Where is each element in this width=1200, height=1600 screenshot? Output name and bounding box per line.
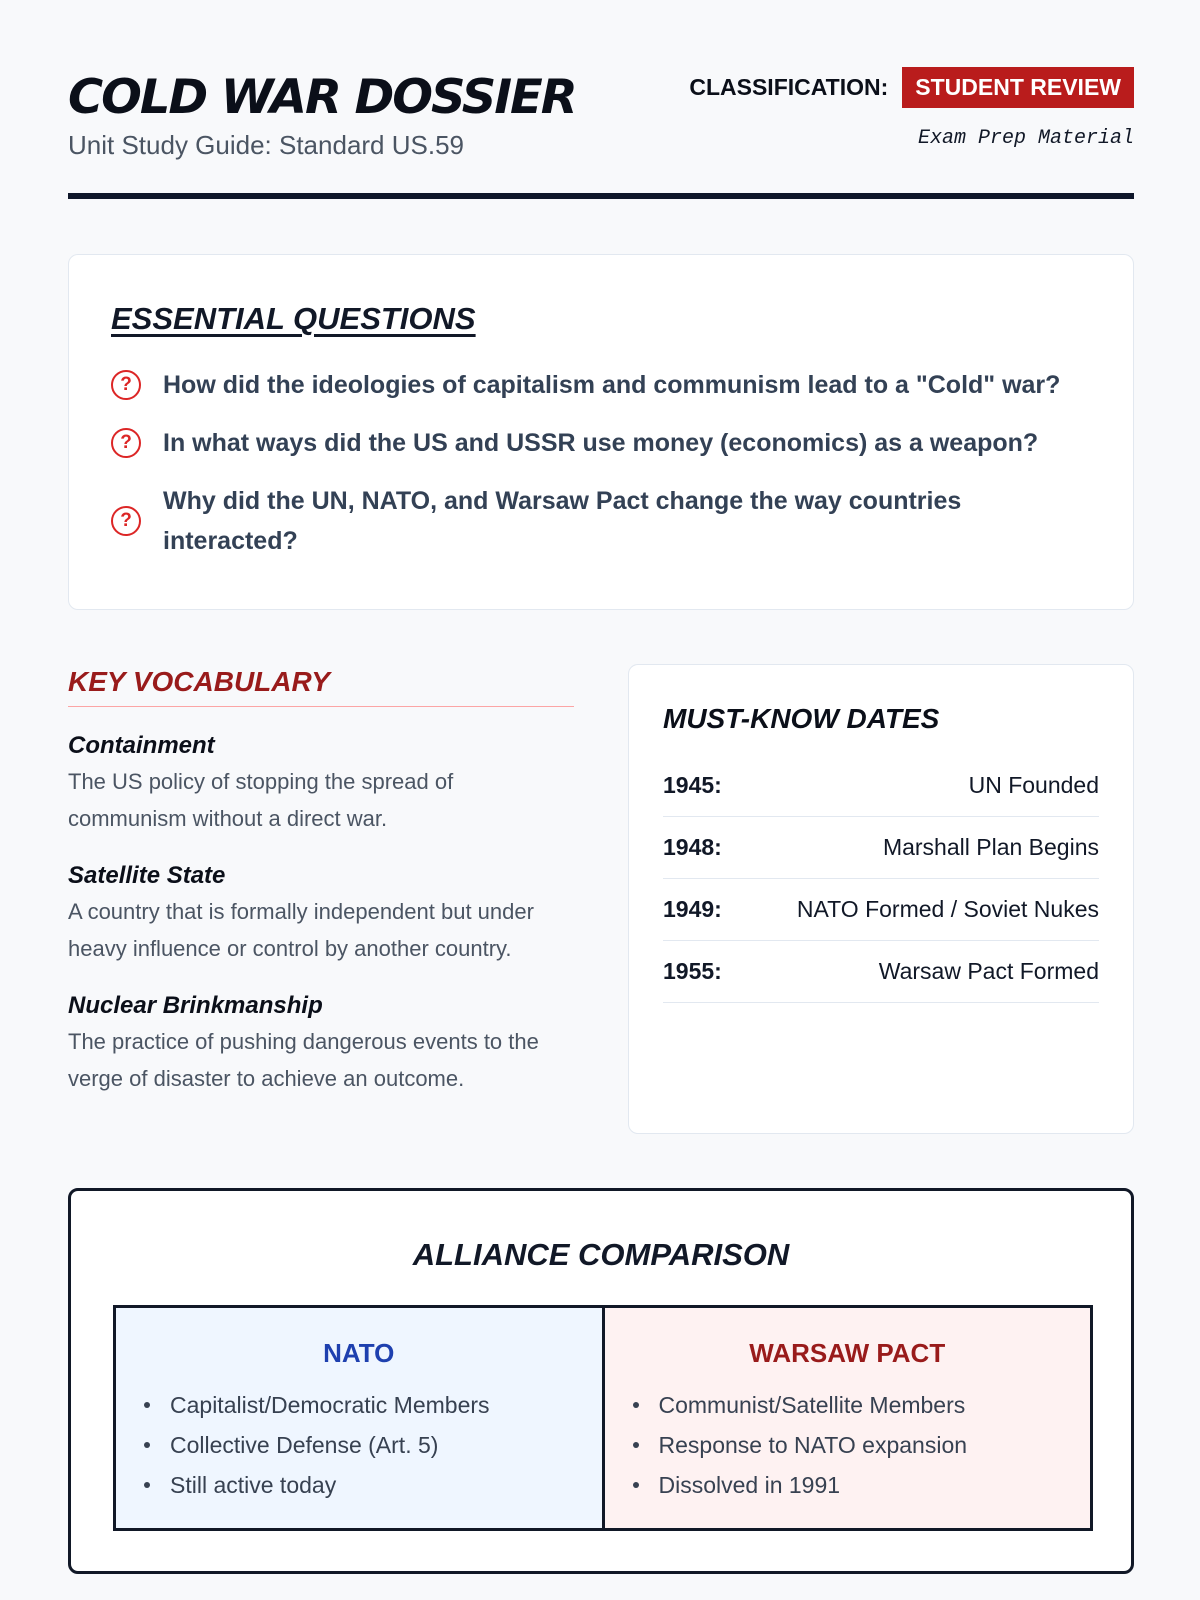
header-divider xyxy=(68,193,1134,199)
list-item xyxy=(633,1425,1091,1465)
classification-badge: STUDENT REVIEW xyxy=(902,67,1134,108)
dates-title: MUST-KNOW DATES xyxy=(663,703,940,734)
question-text: How did the ideologies of capitalism and communism lead to a "Cold" war? xyxy=(163,371,1061,399)
question-text: In what ways did the US and USSR use money (economics) as a weapon? xyxy=(163,429,1039,457)
must-know-dates-card xyxy=(628,664,1134,1134)
nato-column xyxy=(116,1308,605,1528)
date-year: 1948: xyxy=(663,834,722,860)
vocab-entry xyxy=(68,991,574,1097)
question-item xyxy=(111,365,1071,405)
bullet-icon xyxy=(633,1442,639,1448)
date-year: 1949: xyxy=(663,896,722,922)
vocab-definition: The US policy of stopping the spread of communism without a direct war. xyxy=(68,769,454,831)
warsaw-point: Response to NATO expansion xyxy=(658,1432,968,1458)
vocab-term: Nuclear Brinkmanship xyxy=(68,992,323,1019)
warsaw-point: Communist/Satellite Members xyxy=(658,1392,966,1418)
vocab-term: Satellite State xyxy=(68,862,226,889)
page-title: COLD WAR DOSSIER xyxy=(68,70,576,125)
key-vocabulary xyxy=(68,666,574,1097)
essential-questions-card xyxy=(68,254,1134,610)
alliance-table xyxy=(113,1305,1093,1531)
nato-heading: NATO xyxy=(323,1338,395,1368)
essential-questions-title: ESSENTIAL QUESTIONS xyxy=(111,301,476,336)
alliance-comparison xyxy=(68,1188,1134,1574)
essential-questions-list xyxy=(111,365,1071,579)
classification xyxy=(689,67,1134,108)
question-circle-icon: ? xyxy=(111,506,141,536)
date-event: Warsaw Pact Formed xyxy=(878,958,1099,984)
question-item xyxy=(111,423,1071,463)
date-year: 1945: xyxy=(663,772,722,798)
nato-points xyxy=(116,1385,602,1505)
list-item xyxy=(144,1385,602,1425)
nato-point: Capitalist/Democratic Members xyxy=(170,1392,490,1418)
bullet-icon xyxy=(144,1402,150,1408)
question-circle-icon: ? xyxy=(111,428,141,458)
warsaw-heading: WARSAW PACT xyxy=(749,1338,946,1368)
nato-point: Still active today xyxy=(170,1472,337,1498)
date-event: NATO Formed / Soviet Nukes xyxy=(796,896,1099,922)
vocab-definition: A country that is formally independent but under heavy influence or control by another country. xyxy=(68,899,534,961)
question-circle-icon: ? xyxy=(111,370,141,400)
vocab-definition: The practice of pushing dangerous events to the verge of disaster to achieve an outcome. xyxy=(68,1029,539,1091)
bullet-icon xyxy=(144,1442,150,1448)
vocabulary-title: KEY VOCABULARY xyxy=(68,666,574,707)
list-item xyxy=(144,1465,602,1505)
date-event: UN Founded xyxy=(968,772,1099,798)
date-row xyxy=(663,941,1099,1003)
list-item xyxy=(633,1465,1091,1505)
classification-label: CLASSIFICATION: xyxy=(689,74,889,100)
question-text: Why did the UN, NATO, and Warsaw Pact change the way countries interacted? xyxy=(163,487,962,555)
warsaw-points xyxy=(605,1385,1091,1505)
nato-point: Collective Defense (Art. 5) xyxy=(170,1432,439,1458)
study-guide-page xyxy=(68,0,1134,1498)
date-row xyxy=(663,879,1099,941)
date-row xyxy=(663,755,1099,817)
list-item xyxy=(633,1385,1091,1425)
warsaw-point: Dissolved in 1991 xyxy=(658,1472,841,1498)
header xyxy=(68,0,1134,200)
list-item xyxy=(144,1425,602,1465)
date-row xyxy=(663,817,1099,879)
question-item xyxy=(111,481,1071,561)
bullet-icon xyxy=(633,1482,639,1488)
bullet-icon xyxy=(144,1482,150,1488)
alliance-title: ALLIANCE COMPARISON xyxy=(412,1237,790,1272)
page-subtitle: Unit Study Guide: Standard US.59 xyxy=(68,130,465,160)
vocab-entry xyxy=(68,861,574,967)
date-event: Marshall Plan Begins xyxy=(882,834,1099,860)
warsaw-pact-column xyxy=(605,1308,1091,1528)
vocab-term: Containment xyxy=(68,732,215,759)
bullet-icon xyxy=(633,1402,639,1408)
date-year: 1955: xyxy=(663,958,722,984)
exam-note: Exam Prep Material xyxy=(917,127,1134,150)
vocab-entry xyxy=(68,731,574,837)
